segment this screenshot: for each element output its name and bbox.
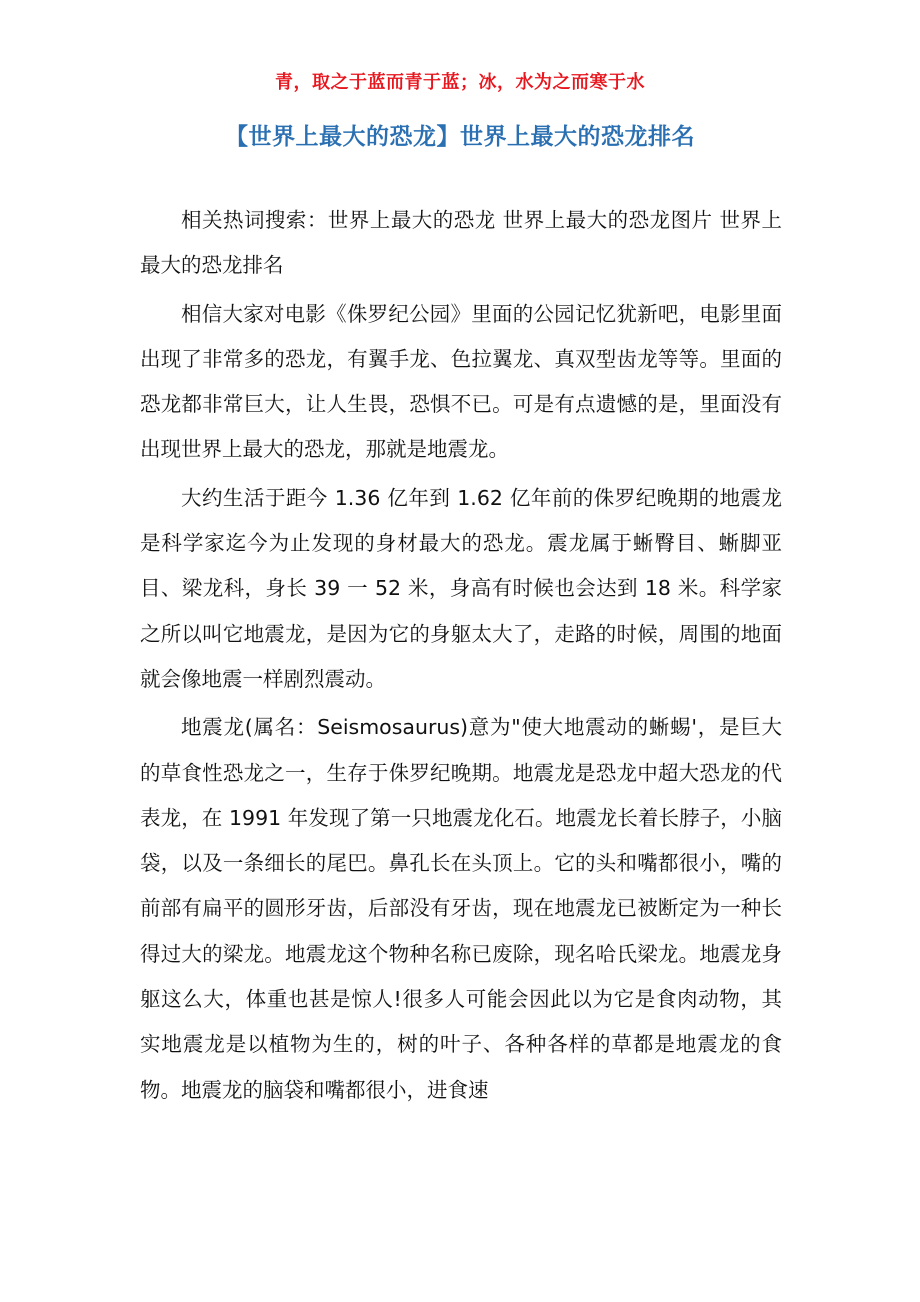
article-paragraph: 大约生活于距今 1.36 亿年到 1.62 亿年前的侏罗纪晚期的地震龙是科学家迄今为止发现的身材最大的恐龙。震龙属于蜥臀目、蜥脚亚目、梁龙科，身长 39 一 52 米，身高有时候也会达到 18 米。科学家之所以叫它地震龙，是因为它的身躯太大了，走路的时候，周围的地面就会像地震一样剧烈震动。 bbox=[140, 485, 782, 691]
article-paragraph: 相信大家对电影《侏罗纪公园》里面的公园记忆犹新吧，电影里面出现了非常多的恐龙，有翼手龙、色拉翼龙、真双型齿龙等等。里面的恐龙都非常巨大，让人生畏，恐惧不已。可是有点遗憾的是，里面没有出现世界上最大的恐龙，那就是地震龙。 bbox=[140, 301, 782, 462]
page-title: 【世界上最大的恐龙】世界上最大的恐龙排名 bbox=[225, 124, 695, 150]
article-paragraph: 地震龙(属名：Seismosaurus)意为"使大地震动的蜥蜴'，是巨大的草食性恐龙之一，生存于侏罗纪晚期。地震龙是恐龙中超大恐龙的代表龙，在 1991 年发现了第一只地震龙化石。地震龙长着长脖子，小脑袋，以及一条细长的尾巴。鼻孔长在头顶上。它的头和嘴都很小，嘴的前部有扁平的圆形牙齿，后部没有牙齿，现在地震龙已被断定为一种长得过大的梁龙。地震龙这个物种名称已废除，现名哈氏梁龙。地震龙身躯这么大，体重也甚是惊人!很多人可能会因此以为它是食肉动物，其实地震龙是以植物为生的，树的叶子、各种各样的草都是地震龙的食物。地震龙的脑袋和嘴都很小，进食速 bbox=[140, 715, 782, 1102]
header-motto: 青，取之于蓝而青于蓝；冰，水为之而寒于水 bbox=[275, 72, 645, 93]
related-search-paragraph: 相关热词搜索：世界上最大的恐龙 世界上最大的恐龙图片 世界上最大的恐龙排名 bbox=[140, 208, 782, 278]
article-body bbox=[140, 198, 782, 1113]
